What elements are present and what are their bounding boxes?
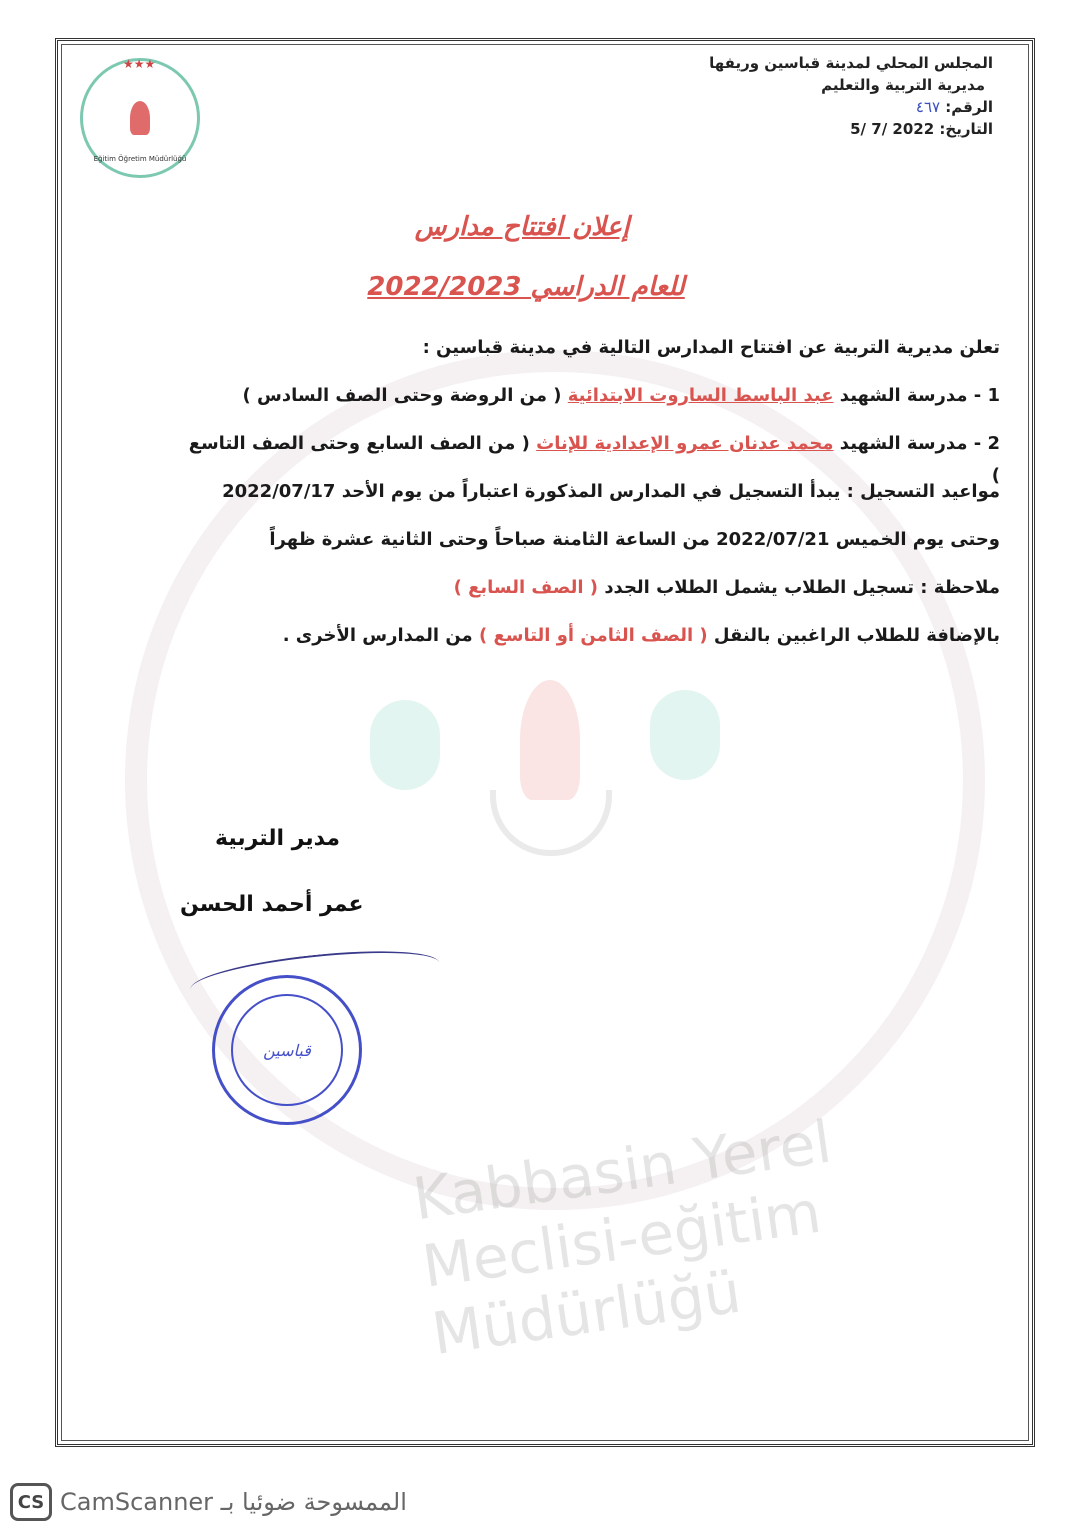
date-label: التاريخ: [939, 120, 993, 138]
note-highlight: ( الصف السابع ) [453, 577, 599, 598]
watermark-text: Kabbasin Yerel Meclisi-eğitim Müdürlüğü [408, 1107, 836, 1369]
number-value: ٤٦٧ [915, 98, 941, 116]
school-prefix: 2 - مدرسة الشهيد [839, 433, 1000, 454]
council-name: المجلس المحلي لمدينة قباسين وريفها [709, 54, 993, 72]
camscanner-text: الممسوحة ضوئيا بـ CamScanner [60, 1488, 407, 1516]
announcement-title: إعلان افتتاح مدارس [414, 212, 630, 242]
flame-icon [130, 101, 150, 135]
registration-line-2: وحتى يوم الخميس 2022/07/21 من الساعة الثامنة صباحاً وحتى الثانية عشرة ظهراً [269, 529, 1000, 550]
registration-line-1: مواعيد التسجيل : يبدأ التسجيل في المدارس المذكورة اعتباراً من يوم الأحد 2022/07/17 [222, 481, 1000, 502]
announcement-body [180, 332, 1000, 668]
document-date [709, 118, 993, 140]
note-text: من المدارس الأخرى . [282, 625, 473, 646]
grade-range: ( من الروضة وحتى الصف السادس ) [242, 385, 562, 406]
school-prefix: 1 - مدرسة الشهيد [839, 385, 1000, 406]
letterhead [709, 52, 993, 140]
reference-number [709, 96, 993, 118]
school-name: عبد الباسط الساروت الابتدائية [567, 385, 834, 406]
stamp-center [231, 994, 343, 1106]
camscanner-logo: CS [10, 1483, 52, 1521]
directorate-name: مديرية التربية والتعليم [821, 76, 985, 94]
academic-year-title: للعام الدراسي 2022/2023 [367, 272, 685, 302]
intro-line: تعلن مديرية التربية عن افتتاح المدارس التالية في مدينة قباسين : [422, 337, 1000, 358]
stars-icon: ★★★ [123, 57, 156, 71]
note-line-1 [180, 572, 1000, 620]
school-name: محمد عدنان عمرو الإعدادية للإناث [536, 433, 834, 454]
note-text: ملاحظة : تسجيل الطلاب يشمل الطلاب الجدد [604, 577, 1000, 598]
number-label: الرقم: [945, 98, 993, 116]
note-highlight: ( الصف الثامن أو التاسع ) [478, 625, 708, 646]
camscanner-footer [10, 1483, 407, 1521]
directorate-logo [80, 58, 200, 178]
note-text: بالإضافة للطلاب الراغبين بالنقل [713, 625, 1000, 646]
page-border-inner [61, 44, 1029, 1441]
date-value: 5/ 7/ 2022 [850, 120, 935, 138]
logo-text: Eğitim Öğretim Müdürlüğü [93, 155, 187, 163]
signatory-name: عمر أحمد الحسن [180, 892, 364, 917]
note-line-2 [180, 620, 1000, 668]
official-stamp [212, 975, 362, 1125]
school-1 [180, 380, 1000, 428]
stamp-text: قباسين [263, 1040, 311, 1060]
grade-range: ( من الصف السابع وحتى الصف التاسع ) [188, 433, 1000, 486]
signatory-role: مدير التربية [215, 826, 340, 851]
school-2 [180, 428, 1000, 486]
